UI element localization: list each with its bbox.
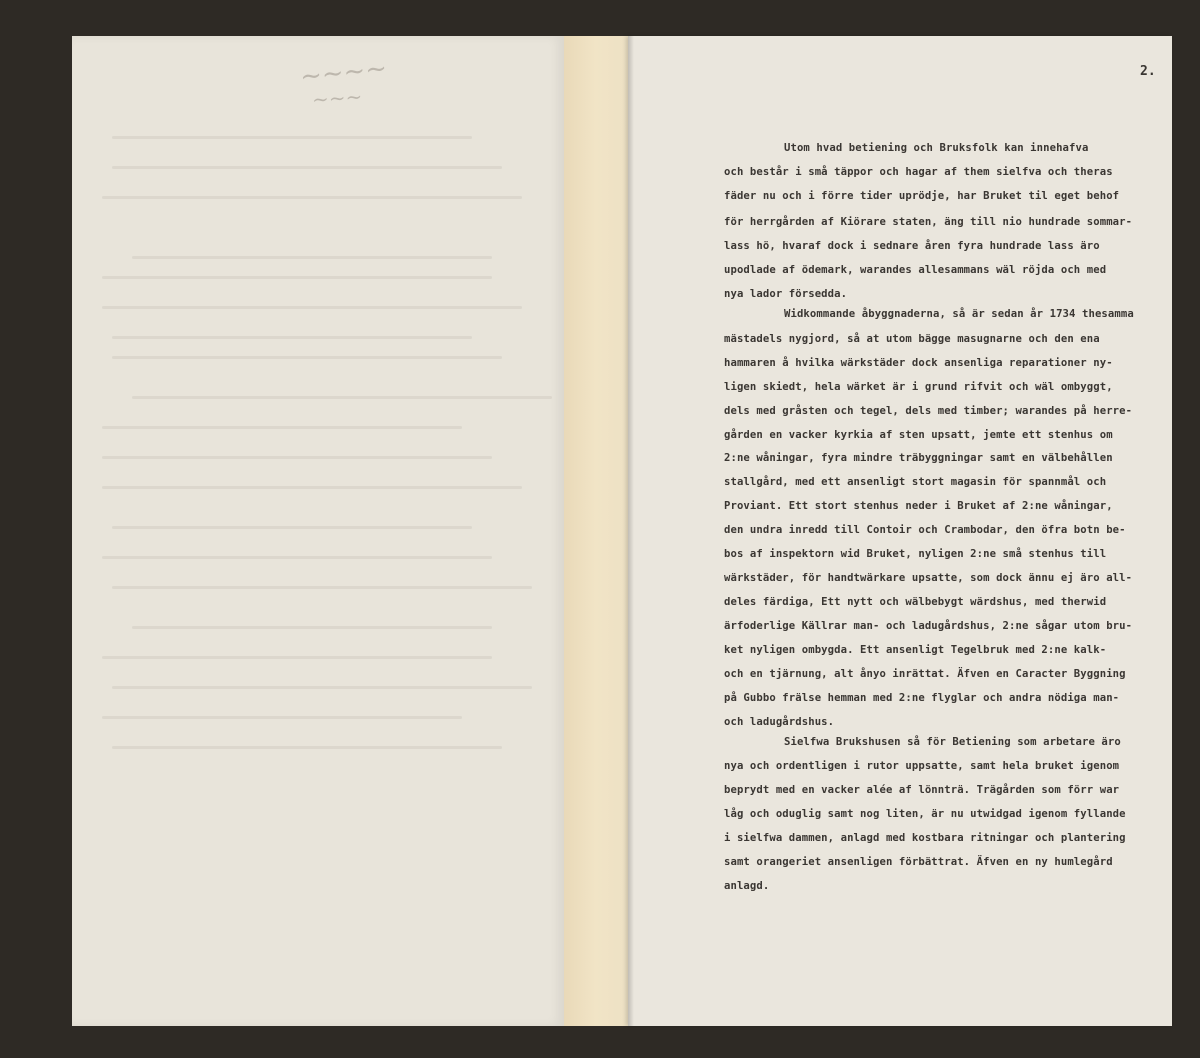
text-line: gården en vacker kyrkia af sten upsatt, jemte ett stenhus om: [724, 429, 1113, 441]
text-line: fäder nu och i förre tider uprödje, har Bruket til eget behof: [724, 190, 1120, 202]
show-through-line: [132, 626, 492, 629]
show-through-line: [102, 276, 492, 279]
text-line: Widkommande åbyggnaderna, så är sedan år 1734 thesamma: [784, 308, 1134, 320]
text-line: upodlade af ödemark, warandes allesammans wäl röjda och med: [724, 264, 1107, 276]
page-number: 2.: [1140, 64, 1156, 79]
pencil-note: ~~~: [311, 84, 364, 112]
text-line: anlagd.: [724, 880, 770, 892]
show-through-line: [102, 456, 492, 459]
text-line: Proviant. Ett stort stenhus neder i Bruket af 2:ne wåningar,: [724, 500, 1113, 512]
show-through-line: [132, 396, 552, 399]
text-line: nya och ordentligen i rutor uppsatte, samt hela bruket igenom: [724, 760, 1120, 772]
text-line: för herrgården af Kiörare staten, äng till nio hundrade sommar-: [724, 216, 1133, 228]
text-line: deles färdiga, Ett nytt och wälbebygt wärdshus, med therwid: [724, 596, 1107, 608]
text-line: samt orangeriet ansenligen förbättrat. Äfven en ny humlegård: [724, 856, 1113, 868]
text-line: Utom hvad betiening och Bruksfolk kan innehafva: [784, 142, 1089, 154]
show-through-line: [102, 306, 522, 309]
text-line: låg och oduglig samt nog liten, är nu utwidgad igenom fyllande: [724, 808, 1126, 820]
page-edge-shadow: [628, 36, 634, 1026]
binding-gutter: [564, 36, 634, 1026]
show-through-line: [102, 426, 462, 429]
show-through-line: [112, 166, 502, 169]
show-through-line: [132, 256, 492, 259]
text-line: stallgård, med ett ansenligt stort magasin för spannmål och: [724, 476, 1107, 488]
text-line: hammaren å hvilka wärkstäder dock ansenliga reparationer ny-: [724, 357, 1113, 369]
text-line: och ladugårdshus.: [724, 716, 835, 728]
text-line: 2:ne wåningar, fyra mindre träbyggningar samt en välbehållen: [724, 452, 1113, 464]
text-line: och består i små täppor och hagar af them sielfva och theras: [724, 166, 1113, 178]
show-through-line: [112, 336, 472, 339]
text-line: Sielfwa Brukshusen så för Betiening som arbetare äro: [784, 736, 1121, 748]
left-page: [72, 36, 564, 1026]
text-line: beprydt med en vacker alée af lönnträ. Trägården som förr war: [724, 784, 1120, 796]
show-through-line: [112, 586, 532, 589]
text-line: wärkstäder, för handtwärkare upsatte, som dock ännu ej äro all-: [724, 572, 1133, 584]
text-line: på Gubbo frälse hemman med 2:ne flyglar och andra nödiga man-: [724, 692, 1120, 704]
text-line: och en tjärnung, alt ånyo inrättat. Äfven en Caracter Byggning: [724, 668, 1126, 680]
show-through-line: [102, 716, 462, 719]
text-line: bos af inspektorn wid Bruket, nyligen 2:ne små stenhus till: [724, 548, 1107, 560]
show-through-line: [112, 526, 472, 529]
show-through-line: [112, 686, 532, 689]
text-line: ärfoderlige Källrar man- och ladugårdshus, 2:ne sågar utom bru-: [724, 620, 1133, 632]
show-through-line: [102, 486, 522, 489]
text-line: ket nyligen ombygda. Ett ansenligt Tegelbruk med 2:ne kalk-: [724, 644, 1107, 656]
right-page: [628, 36, 1172, 1026]
text-line: lass hö, hvaraf dock i sednare åren fyra hundrade lass äro: [724, 240, 1100, 252]
show-through-line: [112, 356, 502, 359]
text-line: mästadels nygjord, så at utom bägge masugnarne och den ena: [724, 333, 1100, 345]
text-line: i sielfwa dammen, anlagd med kostbara ritningar och plantering: [724, 832, 1126, 844]
text-line: nya lador försedda.: [724, 288, 848, 300]
show-through-line: [102, 556, 492, 559]
text-line: den undra inredd till Contoir och Crambodar, den öfra botn be-: [724, 524, 1126, 536]
show-through-line: [102, 196, 522, 199]
text-line: ligen skiedt, hela wärket är i grund rifvit och wäl ombyggt,: [724, 381, 1113, 393]
text-line: dels med gråsten och tegel, dels med timber; warandes på herre-: [724, 405, 1133, 417]
show-through-line: [112, 136, 472, 139]
show-through-line: [112, 746, 502, 749]
pencil-note: ~~~~: [298, 53, 389, 93]
show-through-line: [102, 656, 492, 659]
